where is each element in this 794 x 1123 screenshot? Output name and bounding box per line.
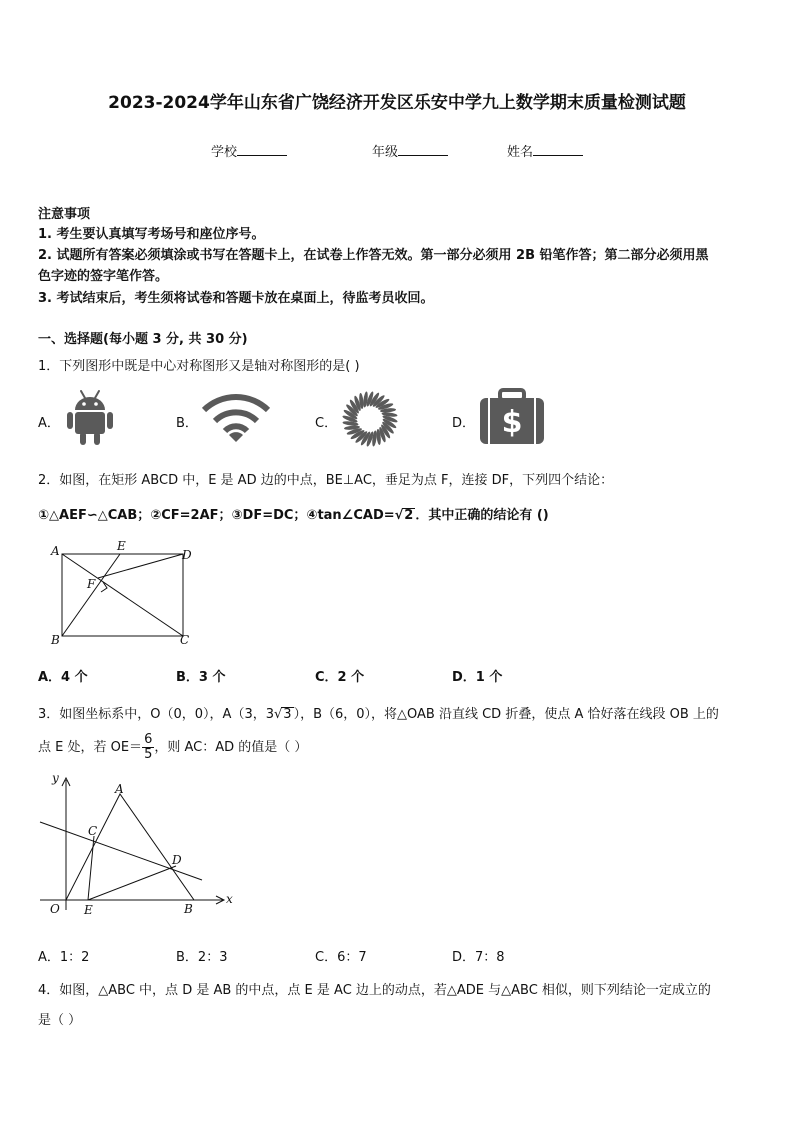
- q2-conclusions-a: ①△AEF∽△CAB；②CF=2AF；③DF=DC；④tan∠CAD=: [38, 508, 395, 523]
- q2-rectangle-figure: [40, 538, 200, 650]
- label-b: B: [51, 633, 60, 647]
- wifi-icon: [200, 390, 272, 444]
- q1-option-a-label: A．: [38, 416, 60, 431]
- note-3: 3. 考试结束后，考生须将试卷和答题卡放在桌面上，待监考员收回。: [38, 291, 434, 306]
- label-f: F: [87, 577, 96, 591]
- android-icon: [66, 388, 114, 446]
- page-title: 2023-2024学年山东省广饶经济开发区乐安中学九上数学期末质量检测试题: [108, 93, 686, 113]
- q3-option-b: B．2：3: [176, 950, 228, 965]
- label-o: O: [50, 902, 60, 916]
- grade-blank: [398, 143, 448, 156]
- segment-ce: [88, 836, 94, 900]
- q1-option-d-label: D．: [452, 416, 476, 431]
- label-x: x: [226, 892, 233, 906]
- school-label: 学校: [211, 145, 238, 160]
- notes-heading: 注意事项: [38, 207, 91, 222]
- note-2-cont: 色字迹的签字笔作答。: [38, 269, 169, 284]
- q3-option-d: D．7：8: [452, 950, 505, 965]
- name-blank: [533, 143, 583, 156]
- label-e: E: [84, 903, 93, 917]
- q3-fraction: [142, 733, 154, 762]
- q3-frac-den: 5: [144, 747, 153, 762]
- label-a: A: [51, 544, 60, 558]
- sqrt-symbol: √: [394, 508, 404, 523]
- segment-df: [98, 554, 183, 578]
- q3-sqrt-value: 3: [283, 707, 292, 722]
- note-1: 1. 考生要认真填写考场号和座位序号。: [38, 227, 265, 242]
- q4-stem-line1: 4．如图，△ABC 中，点 D 是 AB 的中点，点 E 是 AC 边上的动点，若△ADE 与△ABC 相似，则下列结论一定成立的: [38, 983, 711, 998]
- label-a: A: [115, 782, 124, 796]
- q2-conclusions-b: ．其中正确的结论有 (): [415, 508, 549, 523]
- sqrt-symbol: √: [273, 707, 283, 722]
- name-field: [507, 141, 583, 160]
- fold-line-cd: [40, 822, 202, 880]
- section-heading: 一、选择题(每小题 3 分, 共 30 分): [38, 332, 248, 347]
- q1-option-b-label: B．: [176, 416, 198, 431]
- svg-text:$: $: [501, 405, 523, 440]
- segment-be: [62, 554, 120, 636]
- q2-sqrt-value: 2: [404, 508, 414, 523]
- q3-stem-b: ），B（6，0），将△OAB 沿直线 CD 折叠，使点 A 恰好落在线段 OB 上的: [293, 707, 719, 722]
- grade-label: 年级: [372, 145, 399, 160]
- grade-field: [372, 141, 448, 160]
- label-c: C: [180, 633, 190, 647]
- label-e: E: [117, 539, 126, 553]
- label-y: y: [52, 772, 59, 785]
- q3-stem-line1: [38, 703, 719, 722]
- q3-stem-line2: [38, 733, 307, 762]
- segment-ac: [62, 554, 183, 636]
- school-blank: [237, 143, 287, 156]
- label-b: B: [184, 902, 193, 916]
- sunburst-icon: [338, 388, 402, 450]
- q2-option-a: A．4 个: [38, 670, 88, 685]
- q2-option-c: C．2 个: [315, 670, 365, 685]
- q1-option-c-label: C．: [315, 416, 338, 431]
- label-d: D: [172, 853, 182, 867]
- q1-stem: 1．下列图形中既是中心对称图形又是轴对称图形的是( ): [38, 359, 360, 374]
- label-c: C: [88, 824, 98, 838]
- school-field: [211, 141, 287, 160]
- q3-coordinate-figure: [36, 772, 246, 920]
- q2-option-b: B．3 个: [176, 670, 226, 685]
- q2-conclusions: [38, 504, 549, 523]
- q2-stem: 2．如图，在矩形 ABCD 中，E 是 AD 边的中点，BE⊥AC，垂足为点 F，连接 DF，下列四个结论：: [38, 473, 614, 488]
- q3-option-a: A．1：2: [38, 950, 90, 965]
- segment-de: [88, 866, 176, 900]
- q3-stem-a: 3．如图坐标系中，O（0，0），A（3，3: [38, 707, 274, 722]
- q3-frac-num: 6: [144, 732, 153, 747]
- q2-option-d: D．1 个: [452, 670, 503, 685]
- q3-stem-c: 点 E 处，若 OE＝: [38, 740, 143, 755]
- q3-stem-d: ，则 AC：AD 的值是（ ）: [154, 740, 308, 755]
- money-bag-icon: [478, 388, 546, 446]
- q4-stem-line2: 是（ ）: [38, 1013, 82, 1028]
- note-2: 2. 试题所有答案必须填涂或书写在答题卡上，在试卷上作答无效。第一部分必须用 2B 铅笔作答；第二部分必须用黑: [38, 248, 709, 263]
- name-label: 姓名: [507, 145, 534, 160]
- q3-option-c: C．6：7: [315, 950, 367, 965]
- label-d: D: [182, 548, 192, 562]
